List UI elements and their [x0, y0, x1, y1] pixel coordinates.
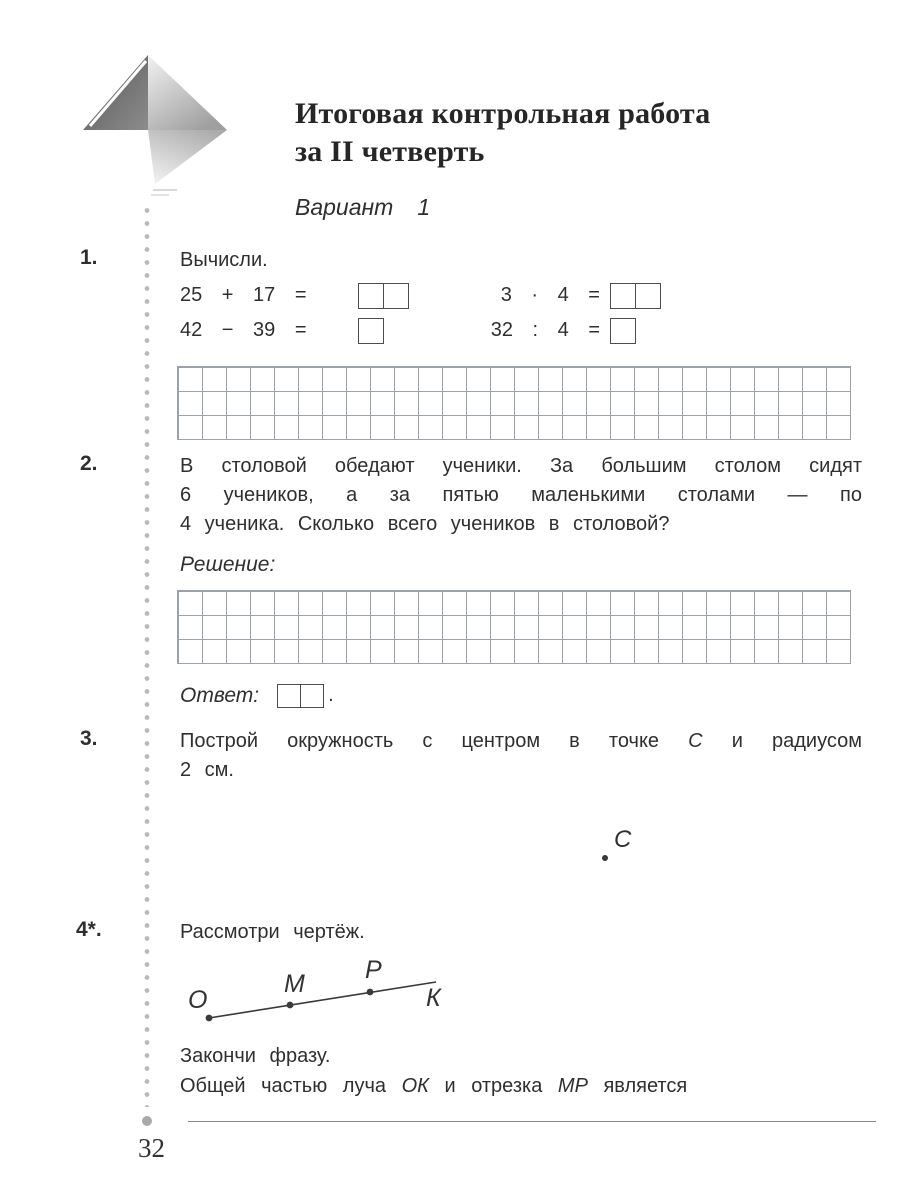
task3-text-line2: 2 см. [180, 759, 234, 781]
page-title-line2: за II четверть [295, 135, 485, 168]
equation-sub-text: 42 − 39 = [180, 319, 307, 341]
task3-number: 3. [80, 727, 98, 750]
point-p-label: Р [365, 956, 382, 984]
point-o-dot [206, 1015, 213, 1022]
task3-point-ref: С [688, 730, 703, 752]
answer-writing-line[interactable] [188, 1121, 876, 1122]
equation-mul [442, 282, 661, 309]
answer-period: . [328, 684, 334, 706]
pyramid-logo-icon [83, 48, 233, 198]
task1-work-grid[interactable] [177, 366, 851, 440]
equation-mul-answer-boxes[interactable] [610, 283, 661, 309]
margin-end-dot [142, 1116, 152, 1126]
task4-finish-label: Закончи фразу. [180, 1045, 331, 1067]
equation-div [442, 317, 636, 344]
task1-prompt: Вычисли. [180, 249, 268, 271]
point-c-dot[interactable] [602, 855, 608, 861]
task4-phrase [180, 1072, 687, 1101]
equation-add-answer-boxes[interactable] [358, 283, 409, 309]
equation-div-answer-box[interactable] [610, 318, 636, 344]
task4-phrase-seg: МР [557, 1075, 588, 1097]
point-c-label: С [614, 826, 632, 853]
ray-figure [180, 948, 460, 1036]
task4-phrase-ray: ОК [401, 1075, 429, 1097]
answer-boxes[interactable] [277, 684, 324, 708]
task4-phrase-b: и отрезка [444, 1075, 543, 1097]
answer-row [180, 681, 334, 710]
variant-heading [295, 194, 430, 221]
equation-div-text: 32 : 4 = [490, 319, 600, 341]
point-m-dot [287, 1002, 294, 1009]
page-title [295, 95, 710, 171]
task2-solution-grid[interactable] [177, 590, 851, 664]
task3-text-b: и радиусом [731, 730, 862, 752]
task3-text [180, 727, 862, 785]
point-p-dot [367, 989, 374, 996]
answer-label: Ответ: [180, 683, 260, 707]
solution-label: Решение: [180, 553, 276, 576]
equation-add-text: 25 + 17 = [180, 284, 307, 306]
task4-prompt: Рассмотри чертёж. [180, 921, 365, 943]
task3-text-a: Построй окружность с центром в точке [180, 730, 660, 752]
point-o-label: О [188, 986, 208, 1014]
task2-text-line2: 6 учеников, а за пятью маленькими столами — по [180, 484, 862, 506]
task4-number: 4*. [76, 918, 102, 941]
variant-label: Вариант [295, 194, 394, 220]
task2-text [180, 452, 862, 539]
point-m-label: М [284, 970, 305, 998]
task1-number: 1. [80, 246, 98, 269]
point-k-label: К [426, 984, 441, 1012]
task2-number: 2. [80, 452, 98, 475]
margin-dotted-line [144, 204, 150, 1107]
task2-text-line1: В столовой обедают ученики. За большим столом сидят [180, 455, 862, 477]
variant-number: 1 [417, 194, 431, 220]
page-number: 32 [138, 1133, 165, 1163]
equation-sub [180, 317, 384, 344]
equation-sub-answer-box[interactable] [358, 318, 384, 344]
task4-phrase-c: является [603, 1075, 688, 1097]
equation-add [180, 282, 409, 309]
task4-phrase-a: Общей частью луча [180, 1075, 386, 1097]
page-title-line1: Итоговая контрольная работа [295, 97, 711, 130]
equation-mul-text: 3 · 4 = [500, 284, 600, 306]
task2-text-line3: 4 ученика. Сколько всего учеников в столовой? [180, 513, 670, 535]
